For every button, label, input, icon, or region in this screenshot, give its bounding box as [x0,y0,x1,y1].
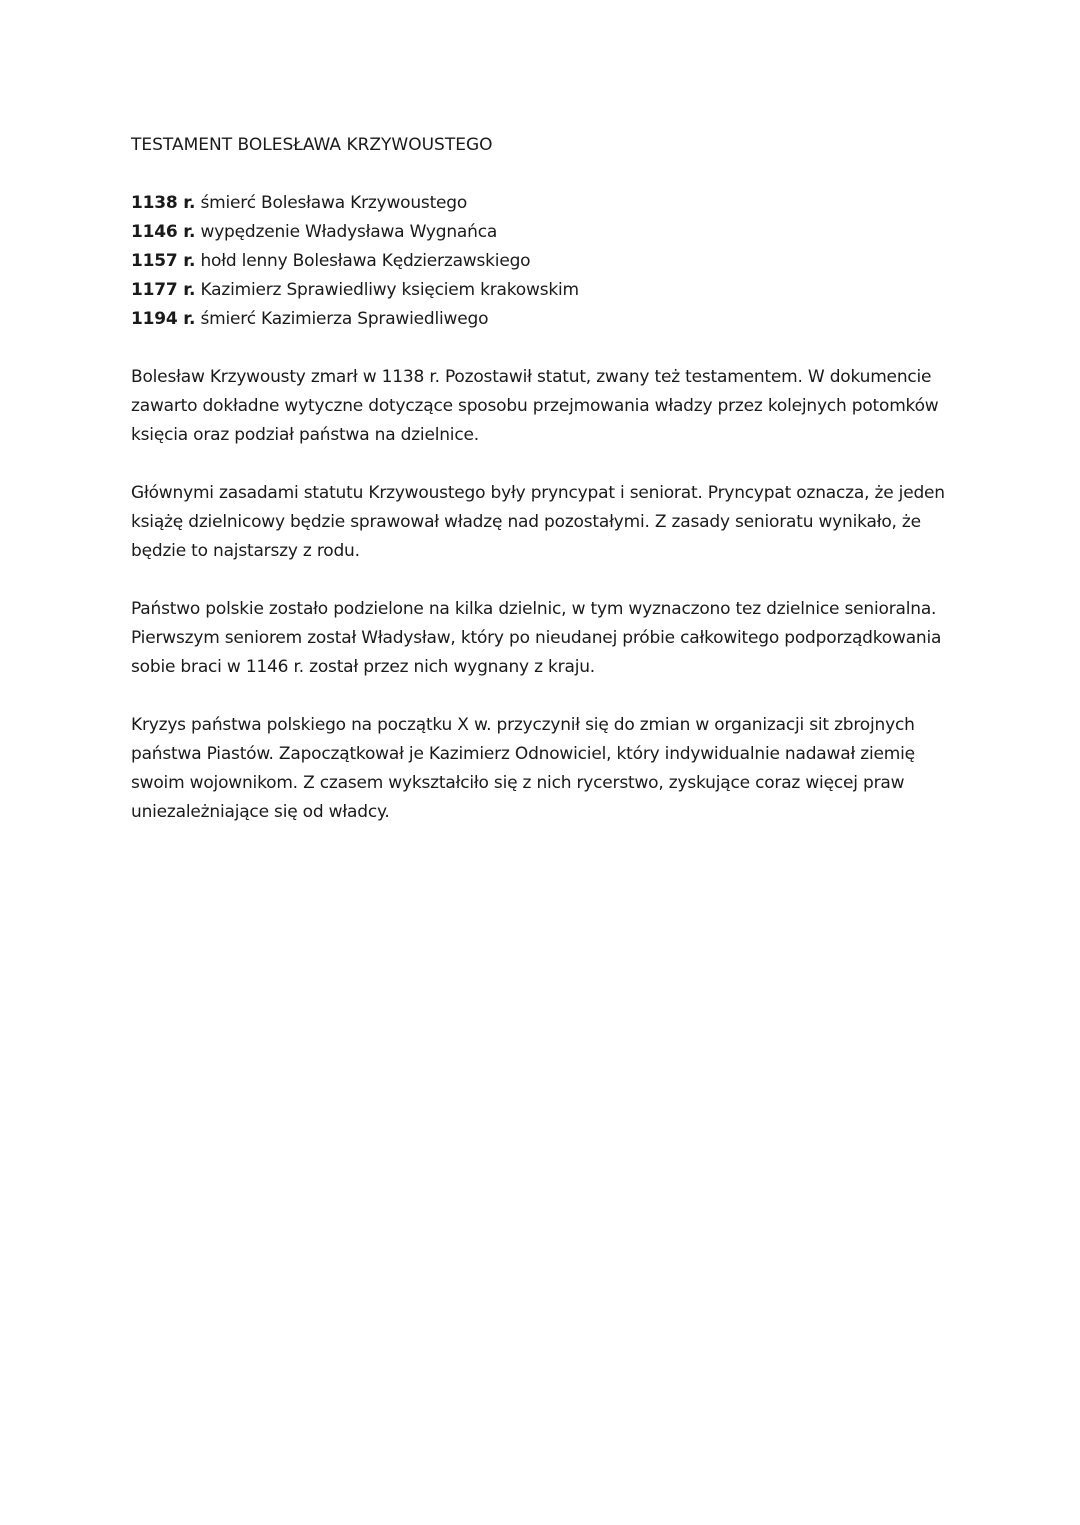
paragraph-line: książę dzielnicowy będzie sprawował władzę nad pozostałymi. Z zasady senioratu wynikało, że [131,512,921,532]
timeline-event: śmierć Bolesława Krzywoustego [200,193,468,213]
timeline-year: 1157 r. [131,251,196,271]
paragraph-line: Głównymi zasadami statutu Krzywoustego były pryncypat i seniorat. Pryncypat oznacza, że jeden [131,483,945,503]
timeline-year: 1146 r. [131,222,196,242]
paragraph-statute [131,363,961,450]
timeline-year: 1138 r. [131,193,196,213]
paragraph-line: Bolesław Krzywousty zmarł w 1138 r. Pozostawił statut, zwany też testamentem. W dokumencie [131,367,932,387]
timeline-item [131,276,961,305]
paragraph-division [131,595,961,682]
paragraph-line: swoim wojownikom. Z czasem wykształciło się z nich rycerstwo, zyskujące coraz więcej praw [131,773,905,793]
timeline-event: śmierć Kazimierza Sprawiedliwego [200,309,489,329]
paragraph-line: uniezależniające się od władcy. [131,802,390,822]
timeline-year: 1177 r. [131,280,196,300]
timeline-event: wypędzenie Władysława Wygnańca [200,222,498,242]
paragraph-line: będzie to najstarszy z rodu. [131,541,360,561]
timeline-year: 1194 r. [131,309,196,329]
paragraph-crisis [131,711,961,827]
paragraph-line: Kryzys państwa polskiego na początku X w. przyczynił się do zmian w organizacji sit zbrojnych [131,715,915,735]
timeline-event: Kazimierz Sprawiedliwy księciem krakowskim [200,280,579,300]
timeline-item [131,305,961,334]
timeline-item [131,247,961,276]
document-title: TESTAMENT BOLESŁAWA KRZYWOUSTEGO [131,135,493,155]
paragraph-line: Państwo polskie zostało podzielone na kilka dzielnic, w tym wyznaczono tez dzielnice senioralna. [131,599,937,619]
paragraph-line: państwa Piastów. Zapoczątkował je Kazimierz Odnowiciel, który indywidualnie nadawał ziemię [131,744,915,764]
timeline-list [131,189,961,334]
timeline-item [131,189,961,218]
paragraph-line: sobie braci w 1146 r. został przez nich wygnany z kraju. [131,657,595,677]
paragraph-line: księcia oraz podział państwa na dzielnice. [131,425,479,445]
paragraph-line: Pierwszym seniorem został Władysław, który po nieudanej próbie całkowitego podporządkowania [131,628,942,648]
timeline-event: hołd lenny Bolesława Kędzierzawskiego [200,251,531,271]
document-body [131,131,961,856]
paragraph-line: zawarto dokładne wytyczne dotyczące sposobu przejmowania władzy przez kolejnych potomków [131,396,939,416]
timeline-item [131,218,961,247]
paragraph-principles [131,479,961,566]
